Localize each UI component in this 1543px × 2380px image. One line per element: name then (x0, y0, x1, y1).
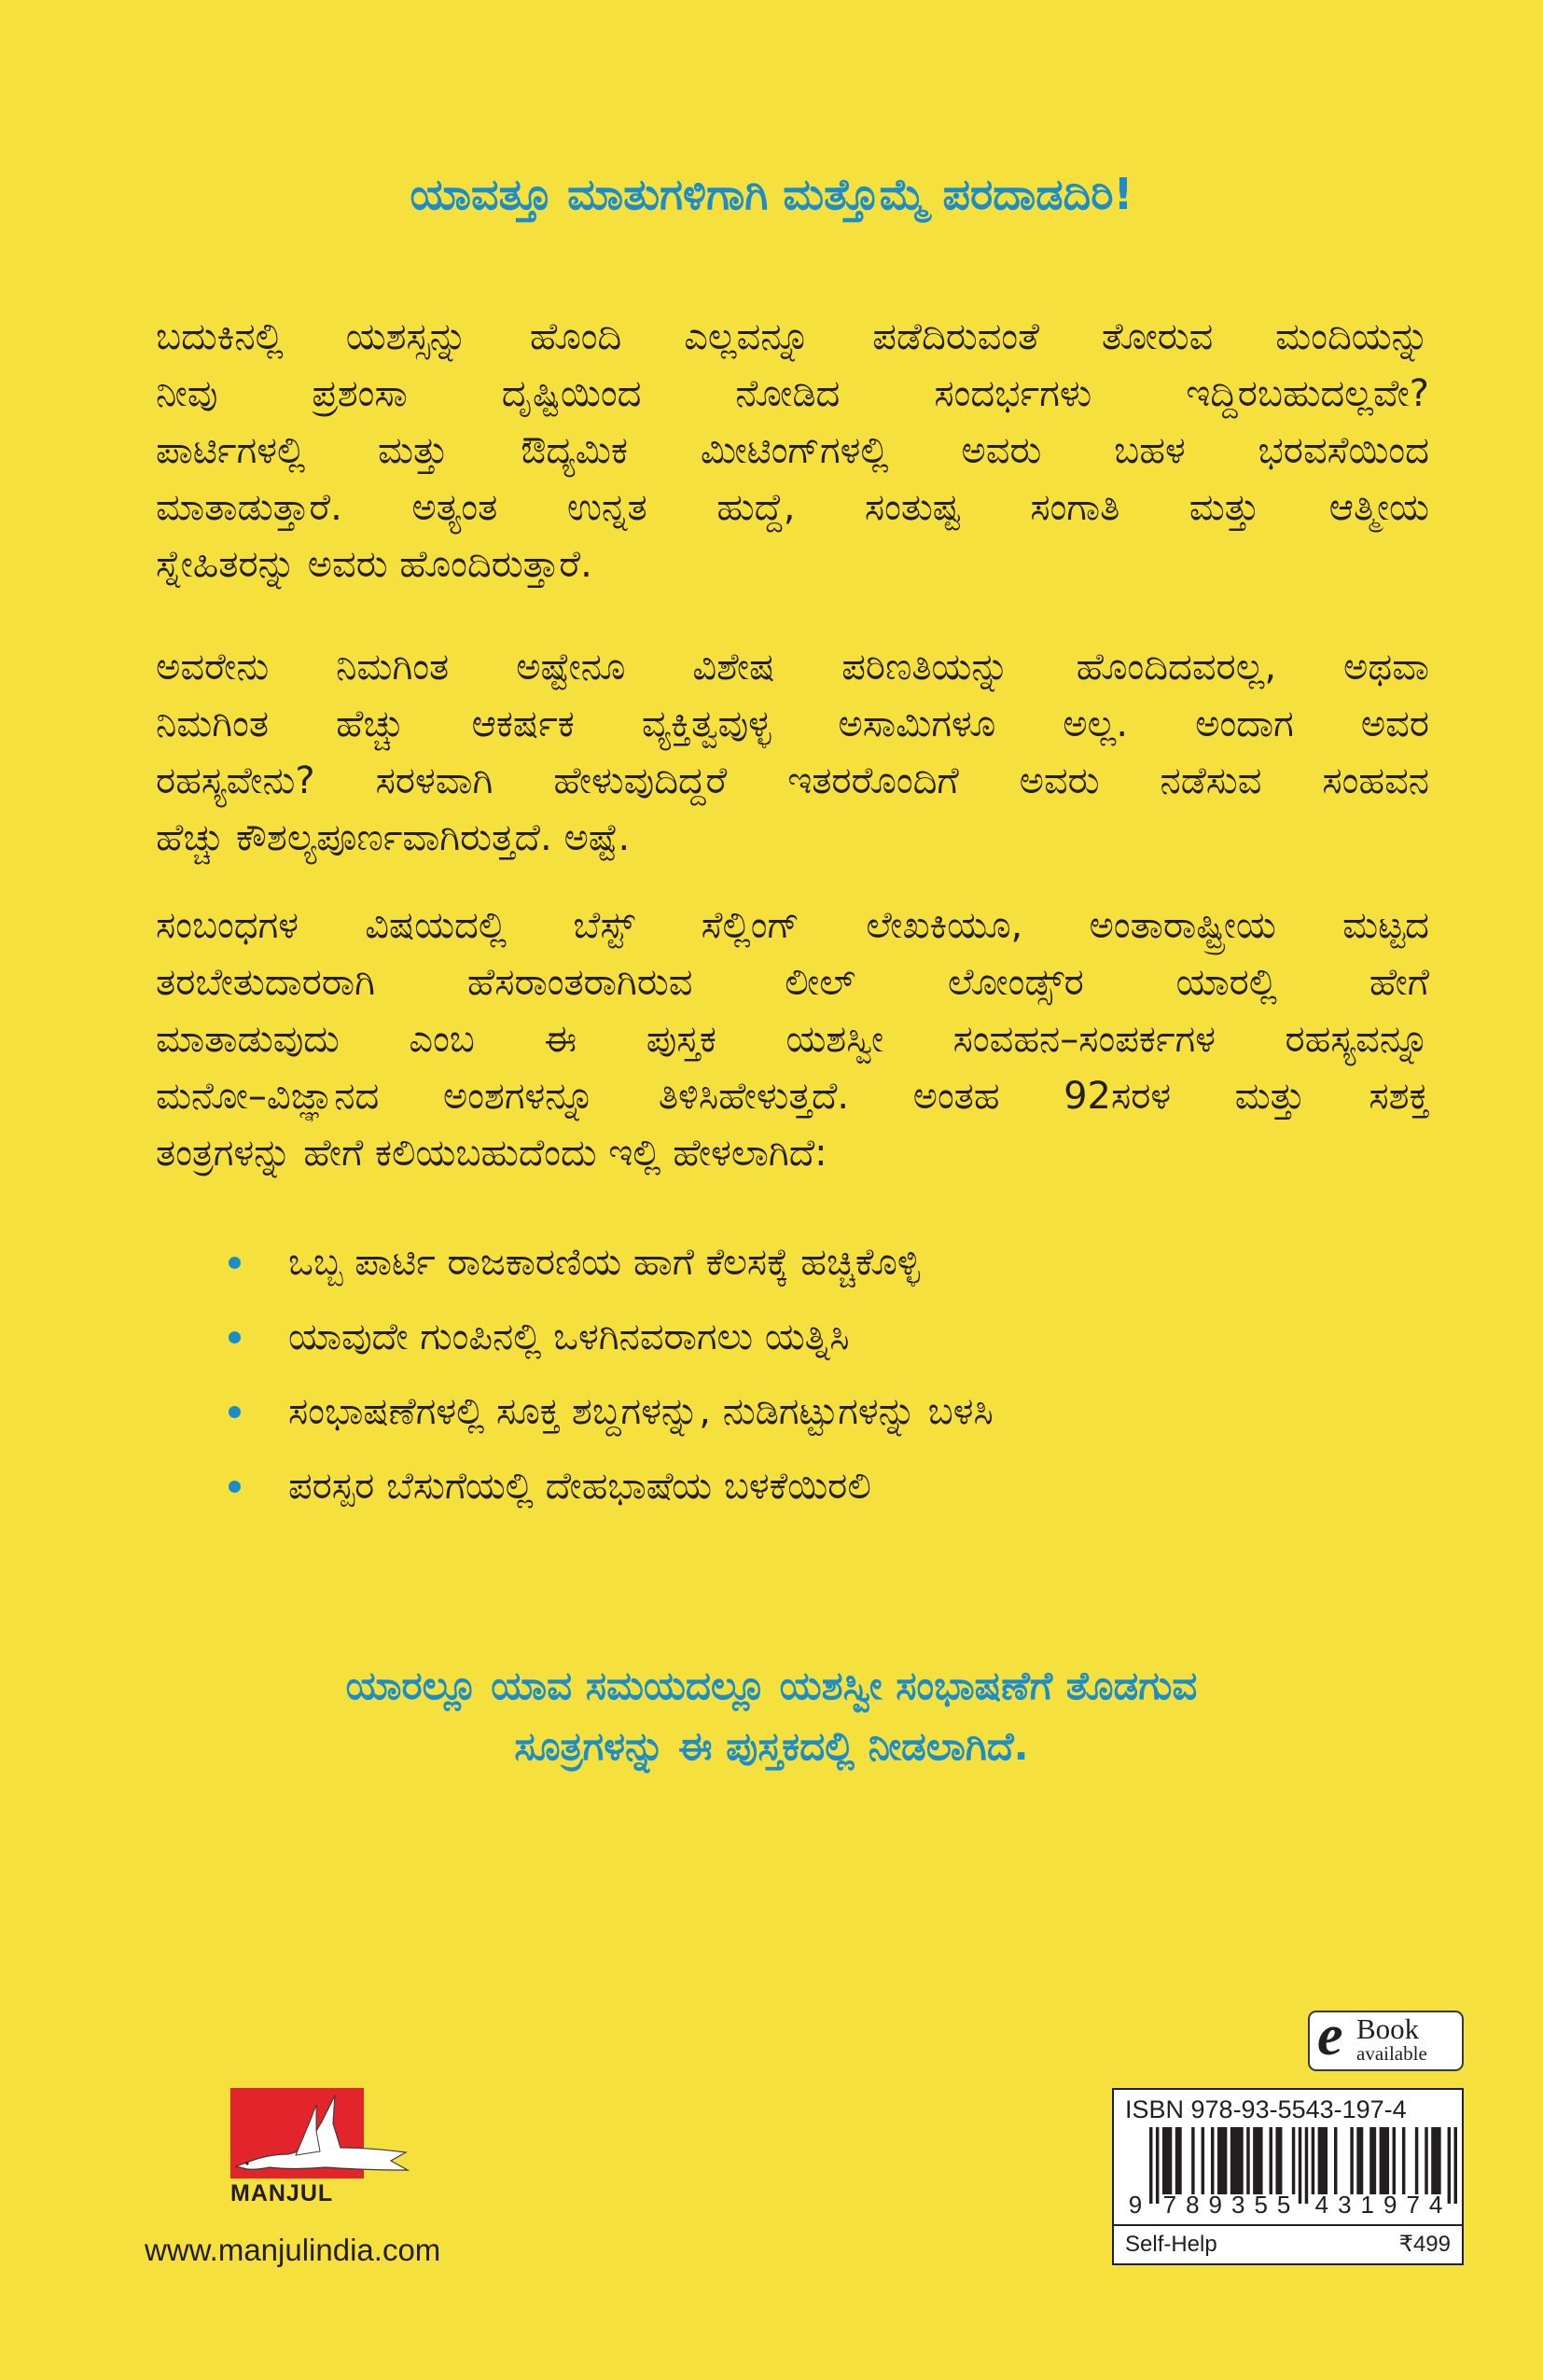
barcode-bar (1318, 2127, 1328, 2194)
barcode-bar (1202, 2127, 1204, 2194)
bullet-dot (229, 1331, 241, 1343)
bullet-list (156, 1234, 1429, 1515)
paragraph-2 (156, 639, 1429, 867)
isbn-barcode-block (1112, 2088, 1464, 2265)
bullet-item (156, 1384, 1429, 1441)
bullet-item (156, 1309, 1429, 1366)
bullet-item (156, 1458, 1429, 1515)
closing-tagline (0, 1655, 1543, 1776)
bullet-text: ಸಂಭಾಷಣೆಗಳಲ್ಲಿ ಸೂಕ್ತ ಶಬ್ದಗಳನ್ನು, ನುಡಿಗಟ್ಟುಗಳನ್ನು ಬಳಸಿ (288, 1390, 994, 1433)
paragraph-line: ಪಾರ್ಟಿಗಳಲ್ಲಿ ಮತ್ತು ಔದ್ಯಮಿಕ ಮೀಟಿಂಗ್‌ಗಳಲ್ಲಿ ಅವರು ಬಹಳ ಭರವಸೆಯಿಂದ (156, 429, 1429, 472)
barcode-bar (1350, 2127, 1353, 2194)
barcode-bar (1312, 2127, 1314, 2194)
bullet-text: ಯಾವುದೇ ಗುಂಪಿನಲ್ಲಿ ಒಳಗಿನವರಾಗಲು ಯತ್ನಿಸಿ (288, 1315, 850, 1358)
barcode-bar (1275, 2127, 1282, 2194)
manjul-bird-logo-icon (230, 2088, 412, 2181)
back-cover-text (0, 168, 1543, 1776)
barcode-bar (1334, 2127, 1337, 2194)
barcode-bar (1393, 2127, 1396, 2194)
barcode-bar (1253, 2127, 1262, 2194)
isbn-divider (1114, 2224, 1462, 2226)
bullet-dot (229, 1257, 241, 1269)
publisher-website: www.manjulindia.com (145, 2233, 441, 2267)
paragraph-line: ರಹಸ್ಯವೇನು? ಸರಳವಾಗಿ ಹೇಳುವುದಿದ್ದರೆ ಇತರರೊಂದಿಗೆ ಅವರು ನಡೆಸುವ ಸಂಹವನ (156, 759, 1429, 802)
ebook-book-label: Book (1356, 2012, 1420, 2045)
paragraph-line: ಹೆಚ್ಚು ಕೌಶಲ್ಯಪೂರ್ಣವಾಗಿರುತ್ತದೆ. ಅಷ್ಟೆ. (156, 816, 631, 859)
publisher-name: MANJUL (230, 2180, 334, 2206)
paragraph-line: ಅವರೇನು ನಿಮಗಿಂತ ಅಷ್ಟೇನೂ ವಿಶೇಷ ಪರಿಣತಿಯನ್ನು ಹೊಂದಿದವರಲ್ಲ, ಅಥವಾ (156, 646, 1429, 689)
barcode-bar (1431, 2127, 1440, 2194)
barcode-guard-bar (1149, 2127, 1152, 2204)
barcode-bar (1230, 2127, 1244, 2194)
paragraph-line: ತಂತ್ರಗಳನ್ನು ಹೇಗೆ ಕಲಿಯಬಹುದೆಂದು ಇಲ್ಲಿ ಹೇಳಲಾಗಿದೆ: (156, 1132, 827, 1175)
paragraph-1 (156, 309, 1429, 593)
paragraph-line: ನೀವು ಪ್ರಶಂಸಾ ದೃಷ್ಟಿಯಿಂದ ನೋಡಿದ ಸಂದರ್ಭಗಳು ಇದ್ದಿರಬಹುದಲ್ಲವೇ? (156, 372, 1429, 415)
closing-line: ಯಾರಲ್ಲೂ ಯಾವ ಸಮಯದಲ್ಲೂ ಯಶಸ್ವೀ ಸಂಭಾಷಣೆಗೆ ತೊಡಗುವ (345, 1663, 1198, 1708)
closing-line: ಸೂತ್ರಗಳನ್ನು ಈ ಪುಸ್ತಕದಲ್ಲಿ ನೀಡಲಾಗಿದೆ. (514, 1723, 1029, 1769)
bullet-text: ಒಬ್ಬ ಪಾರ್ಟಿ ರಾಜಕಾರಣಿಯ ಹಾಗೆ ಕೆಲಸಕ್ಕೆ ಹಚ್ಚಿಕೊಳ್ಳಿ (288, 1241, 921, 1284)
paragraph-line: ಮಾತಾಡುವುದು ಎಂಬ ಈ ಪುಸ್ತಕ ಯಶಸ್ವೀ ಸಂವಹನ–ಸಂಪರ್ಕಗಳ ರಹಸ್ಯವನ್ನೂ (156, 1018, 1429, 1061)
paragraph-line: ಬದುಕಿನಲ್ಲಿ ಯಶಸ್ಸನ್ನು ಹೊಂದಿ ಎಲ್ಲವನ್ನೂ ಪಡೆದಿರುವಂತೆ ತೋರುವ ಮಂದಿಯನ್ನು (156, 315, 1429, 358)
barcode-bar (1415, 2127, 1418, 2194)
barcode-bar (1162, 2127, 1172, 2194)
barcode-bar (1217, 2127, 1227, 2194)
barcode-digits-left: 789355 (1162, 2191, 1300, 2219)
bullet-item (156, 1234, 1429, 1291)
barcode-bar (1211, 2127, 1214, 2194)
barcode-digits-right: 431974 (1314, 2191, 1453, 2219)
isbn-number: ISBN 978-93-5543-197-4 (1125, 2095, 1407, 2123)
ebook-available-label: available (1356, 2042, 1427, 2065)
paragraph-line: ಮನೋ–ವಿಜ್ಞಾನದ ಅಂಶಗಳನ್ನೂ ತಿಳಿಸಿಹೇಳುತ್ತದೆ. ಅಂತಹ 92ಸರಳ ಮತ್ತು ಸಶಕ್ತ (156, 1075, 1429, 1118)
ebook-e-icon: e (1317, 2004, 1343, 2067)
headline: ಯಾವತ್ತೂ ಮಾತುಗಳಿಗಾಗಿ ಮತ್ತೊಮ್ಮೆ ಪರದಾಡದಿರಿ! (410, 169, 1133, 219)
barcode-bar (1246, 2127, 1249, 2194)
paragraph-3 (156, 898, 1429, 1182)
book-price: ₹499 (1398, 2232, 1451, 2257)
paragraph-line: ಮಾತಾಡುತ್ತಾರೆ. ಅತ್ಯಂತ ಉನ್ನತ ಹುದ್ದೆ, ಸಂತುಷ್ಟ ಸಂಗಾತಿ ಮತ್ತು ಆತ್ಮೀಯ (156, 486, 1429, 529)
paragraph-line: ತರಬೇತುದಾರರಾಗಿ ಹೆಸರಾಂತರಾಗಿರುವ ಲೀಲ್ ಲೋಂಡ್ಸ್‌ರ ಯಾರಲ್ಲಿ ಹೇಗೆ (156, 961, 1429, 1004)
barcode-bar (1380, 2127, 1389, 2194)
paragraph-line: ಸ್ನೇಹಿತರನ್ನು ಅವರು ಹೊಂದಿರುತ್ತಾರೆ. (156, 543, 592, 586)
paragraph-line: ಸಂಬಂಧಗಳ ವಿಷಯದಲ್ಲಿ ಬೆಸ್ಟ್ ಸೆಲ್ಲಿಂಗ್ ಲೇಖಕಿಯೂ, ಅಂತಾರಾಷ್ಟ್ರೀಯ ಮಟ್ಟದ (156, 904, 1429, 947)
logo-bird-eye (245, 2162, 248, 2164)
barcode-bar (1369, 2127, 1376, 2194)
barcode-bar (1425, 2127, 1427, 2194)
bullet-dot (229, 1481, 241, 1493)
barcode-bar (1175, 2127, 1182, 2194)
barcode-digits-lead: 9 (1128, 2191, 1143, 2219)
book-category: Self-Help (1125, 2232, 1217, 2257)
barcode-guard-bar (1305, 2127, 1308, 2204)
barcode-bar (1356, 2127, 1363, 2194)
barcode-bar (1402, 2127, 1405, 2194)
ebook-available-badge (1308, 2004, 1464, 2071)
barcode-bar (1292, 2127, 1295, 2194)
bullet-text: ಪರಸ್ಪರ ಬೆಸುಗೆಯಲ್ಲಿ ದೇಹಭಾಷೆಯ ಬಳಕೆಯಿರಲಿ (288, 1465, 871, 1508)
barcode-bar (1270, 2127, 1272, 2194)
bullet-dot (229, 1406, 241, 1418)
barcode-bar (1191, 2127, 1194, 2194)
paragraph-line: ನಿಮಗಿಂತ ಹೆಚ್ಚು ಆಕರ್ಷಕ ವ್ಯಕ್ತಿತ್ವವುಳ್ಳ ಅಸಾಮಿಗಳೂ ಅಲ್ಲ. ಅಂದಾಗ ಅವರ (156, 703, 1429, 745)
